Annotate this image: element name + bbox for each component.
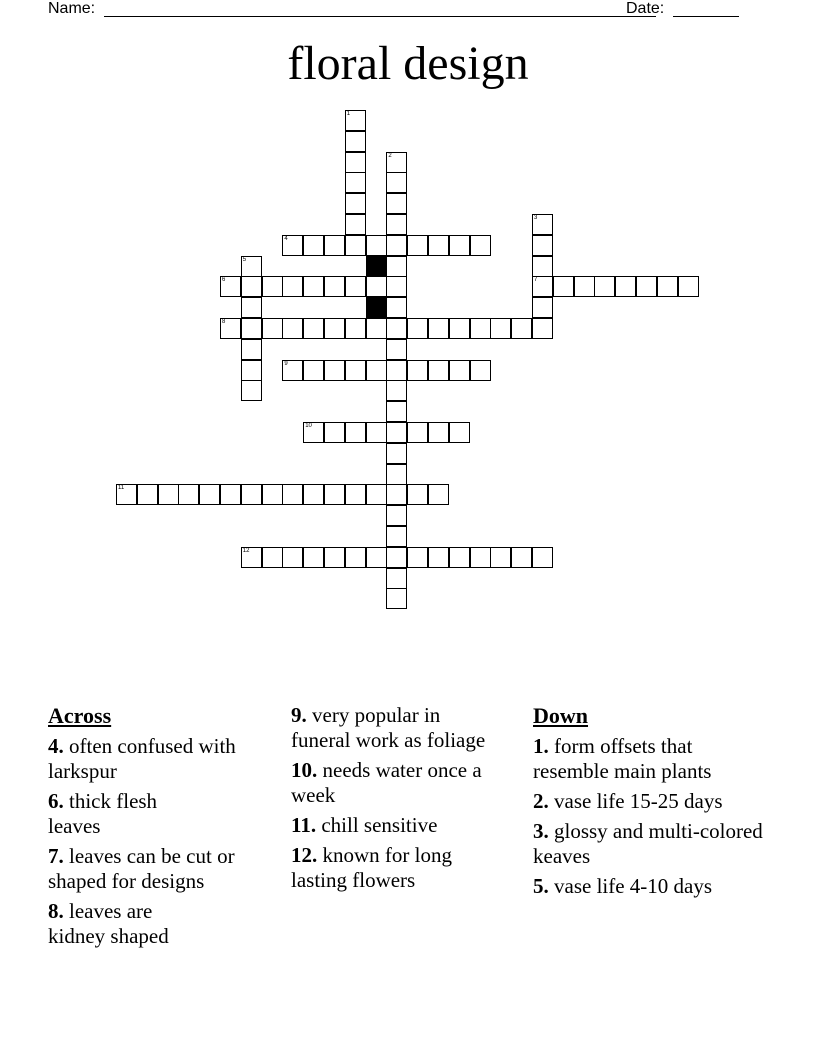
clue-across-10: 10. needs water once a week xyxy=(291,758,482,807)
grid-cell[interactable] xyxy=(303,276,324,297)
grid-cell[interactable] xyxy=(345,422,366,443)
grid-cell[interactable] xyxy=(282,547,303,568)
grid-cell[interactable] xyxy=(553,276,574,297)
puzzle-title: floral design xyxy=(287,37,529,90)
grid-cell[interactable] xyxy=(241,297,262,318)
name-label: Name: xyxy=(48,0,96,17)
cell-number: 3 xyxy=(534,215,538,221)
grid-cell[interactable] xyxy=(366,484,387,505)
grid-cell[interactable] xyxy=(345,110,366,131)
grid-cell[interactable] xyxy=(636,276,657,297)
grid-cell[interactable] xyxy=(615,276,636,297)
grid-cell[interactable] xyxy=(324,360,345,381)
grid-cell[interactable] xyxy=(303,422,324,443)
grid-cell[interactable] xyxy=(303,235,324,256)
grid-cell[interactable] xyxy=(303,360,324,381)
grid-cell[interactable] xyxy=(386,360,407,381)
grid-cell[interactable] xyxy=(532,297,553,318)
grid-cell[interactable] xyxy=(324,318,345,339)
cell-number: 12 xyxy=(242,547,250,554)
grid-cell[interactable] xyxy=(241,276,262,297)
grid-cell[interactable] xyxy=(324,547,345,568)
grid-cell[interactable] xyxy=(428,235,449,256)
grid-cell[interactable] xyxy=(324,235,345,256)
grid-cell[interactable] xyxy=(407,360,428,381)
grid-cell[interactable] xyxy=(428,484,449,505)
grid-cell[interactable] xyxy=(386,276,407,297)
grid-cell[interactable] xyxy=(511,547,532,568)
grid-cell[interactable] xyxy=(386,235,407,256)
clue-down-5: 5. vase life 4-10 days xyxy=(533,874,713,898)
grid-cell[interactable] xyxy=(386,547,407,568)
grid-cell[interactable] xyxy=(386,380,407,401)
grid-cell[interactable] xyxy=(282,360,303,381)
grid-cell[interactable] xyxy=(574,276,595,297)
cell-number: 1 xyxy=(346,111,351,117)
grid-cell[interactable] xyxy=(262,484,283,505)
across-clues-column-2 xyxy=(291,703,511,898)
grid-cell[interactable] xyxy=(345,276,366,297)
grid-cell[interactable] xyxy=(428,422,449,443)
grid-cell[interactable] xyxy=(345,214,366,235)
grid-cell[interactable] xyxy=(449,318,470,339)
clue-down-2: 2. vase life 15-25 days xyxy=(533,789,723,813)
grid-cell[interactable] xyxy=(137,484,158,505)
across-heading: Across xyxy=(48,703,112,728)
grid-cell[interactable] xyxy=(386,339,407,360)
grid-cell[interactable] xyxy=(470,318,491,339)
grid-cell[interactable] xyxy=(470,235,491,256)
grid-cell[interactable] xyxy=(241,484,262,505)
grid-cell[interactable] xyxy=(532,235,553,256)
grid-cell[interactable] xyxy=(532,256,553,277)
grid-cell[interactable] xyxy=(678,276,699,297)
cell-number: 8 xyxy=(222,319,226,325)
cell-number: 5 xyxy=(242,256,247,263)
grid-cell[interactable] xyxy=(428,547,449,568)
grid-cell[interactable] xyxy=(449,422,470,443)
grid-cell[interactable] xyxy=(345,152,366,173)
grid-cell[interactable] xyxy=(386,401,407,422)
grid-cell[interactable] xyxy=(345,360,366,381)
grid-cell[interactable] xyxy=(490,318,511,339)
grid-cell[interactable] xyxy=(324,484,345,505)
grid-cell[interactable] xyxy=(386,152,407,173)
grid-cell[interactable] xyxy=(449,547,470,568)
grid-cell[interactable] xyxy=(386,526,407,547)
cell-number: 2 xyxy=(388,152,392,159)
grid-cell[interactable] xyxy=(324,422,345,443)
grid-cell[interactable] xyxy=(241,256,262,277)
grid-cell[interactable] xyxy=(116,484,137,505)
grid-cell[interactable] xyxy=(366,360,387,381)
down-clues-column xyxy=(533,703,763,904)
grid-cell[interactable] xyxy=(470,360,491,381)
grid-cell[interactable] xyxy=(220,318,241,339)
cell-number: 6 xyxy=(222,277,226,284)
grid-cell[interactable] xyxy=(449,360,470,381)
clue-across-11: 11. chill sensitive xyxy=(291,813,438,837)
grid-cell[interactable] xyxy=(532,318,553,339)
grid-cell[interactable] xyxy=(220,276,241,297)
grid-cell[interactable] xyxy=(241,339,262,360)
grid-cell[interactable] xyxy=(345,484,366,505)
grid-cell[interactable] xyxy=(386,443,407,464)
grid-cell[interactable] xyxy=(282,484,303,505)
grid-cell[interactable] xyxy=(303,484,324,505)
date-label: Date: xyxy=(626,0,665,17)
grid-cell[interactable] xyxy=(366,422,387,443)
grid-cell[interactable] xyxy=(386,256,407,277)
grid-cell[interactable] xyxy=(345,547,366,568)
grid-cell[interactable] xyxy=(324,276,345,297)
grid-block xyxy=(366,297,387,318)
grid-cell[interactable] xyxy=(386,484,407,505)
grid-cell[interactable] xyxy=(199,484,220,505)
grid-cell[interactable] xyxy=(532,547,553,568)
grid-cell[interactable] xyxy=(386,318,407,339)
grid-cell[interactable] xyxy=(386,464,407,485)
grid-cell[interactable] xyxy=(386,297,407,318)
clue-across-9: 9. very popular in funeral work as foliage xyxy=(291,703,486,752)
across-clues-column-1 xyxy=(48,703,288,954)
grid-cell[interactable] xyxy=(386,568,407,589)
clue-across-6: 6. thick flesh leaves xyxy=(48,789,158,838)
grid-cell[interactable] xyxy=(386,505,407,526)
grid-cell[interactable] xyxy=(158,484,179,505)
grid-cell[interactable] xyxy=(345,193,366,214)
grid-cell[interactable] xyxy=(449,235,470,256)
grid-cell[interactable] xyxy=(178,484,199,505)
grid-cell[interactable] xyxy=(386,172,407,193)
grid-cell[interactable] xyxy=(241,547,262,568)
clue-down-1: 1. form offsets that resemble main plants xyxy=(533,734,712,783)
grid-cell[interactable] xyxy=(282,235,303,256)
cell-number: 10 xyxy=(305,423,312,429)
cell-number: 9 xyxy=(284,360,288,367)
grid-cell[interactable] xyxy=(262,547,283,568)
grid-cell[interactable] xyxy=(386,214,407,235)
clue-down-3: 3. glossy and multi-colored keaves xyxy=(533,819,763,868)
grid-cell[interactable] xyxy=(303,547,324,568)
grid-cell[interactable] xyxy=(366,547,387,568)
down-heading: Down xyxy=(533,703,589,728)
grid-cell[interactable] xyxy=(282,318,303,339)
grid-cell[interactable] xyxy=(532,214,553,235)
grid-cell[interactable] xyxy=(345,131,366,152)
grid-cell[interactable] xyxy=(241,360,262,381)
grid-cell[interactable] xyxy=(428,360,449,381)
grid-cell[interactable] xyxy=(386,422,407,443)
cell-number: 4 xyxy=(284,235,288,242)
grid-cell[interactable] xyxy=(407,422,428,443)
grid-cell[interactable] xyxy=(241,380,262,401)
grid-cell[interactable] xyxy=(366,235,387,256)
cell-number: 11 xyxy=(118,485,125,492)
grid-cell[interactable] xyxy=(594,276,615,297)
clue-across-4: 4. often confused with larkspur xyxy=(48,734,236,783)
cell-number: 7 xyxy=(534,277,538,284)
grid-cell[interactable] xyxy=(511,318,532,339)
clue-across-8: 8. leaves are kidney shaped xyxy=(48,899,169,948)
grid-cell[interactable] xyxy=(657,276,678,297)
grid-cell[interactable] xyxy=(241,318,262,339)
clue-across-12: 12. known for long lasting flowers xyxy=(291,843,452,892)
grid-cell[interactable] xyxy=(345,318,366,339)
grid-cell[interactable] xyxy=(366,276,387,297)
grid-cell[interactable] xyxy=(532,276,553,297)
grid-cell[interactable] xyxy=(262,318,283,339)
grid-cell[interactable] xyxy=(345,235,366,256)
grid-block xyxy=(366,256,387,277)
grid-cell[interactable] xyxy=(407,484,428,505)
grid-cell[interactable] xyxy=(303,318,324,339)
grid-cell[interactable] xyxy=(345,172,366,193)
grid-cell[interactable] xyxy=(407,547,428,568)
grid-cell[interactable] xyxy=(407,235,428,256)
grid-cell[interactable] xyxy=(220,484,241,505)
grid-cell[interactable] xyxy=(490,547,511,568)
clue-across-7: 7. leaves can be cut or shaped for designs xyxy=(48,844,235,893)
grid-cell[interactable] xyxy=(470,547,491,568)
grid-cell[interactable] xyxy=(386,193,407,214)
grid-cell[interactable] xyxy=(407,318,428,339)
grid-cell[interactable] xyxy=(282,276,303,297)
grid-cell[interactable] xyxy=(386,588,407,609)
grid-cell[interactable] xyxy=(366,318,387,339)
grid-cell[interactable] xyxy=(262,276,283,297)
grid-cell[interactable] xyxy=(428,318,449,339)
